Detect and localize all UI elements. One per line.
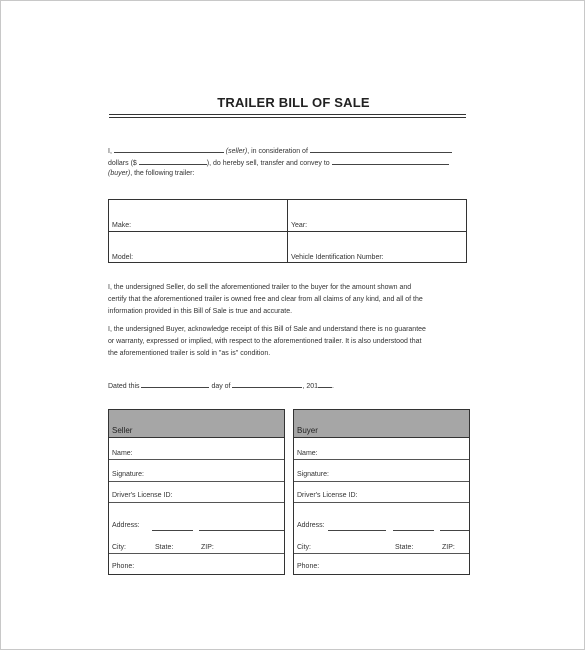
- seller-signature-label: Signature:: [112, 471, 144, 478]
- vin-label: Vehicle Identification Number:: [291, 254, 384, 261]
- buyer-name-blank[interactable]: [332, 158, 449, 165]
- seller-phone-label: Phone:: [112, 563, 135, 570]
- model-label: Model:: [112, 254, 134, 261]
- day-blank[interactable]: [141, 381, 209, 388]
- buyer-phone-label: Phone:: [297, 563, 320, 570]
- buyer-statement: I, the undersigned Buyer, acknowledge receipt of this Bill of Sale and understand there is no guarantee or warranty, expressed or implied, with respect to the aforementioned trailer. It is also understood that the aforementioned trailer is sold in "as is" condition.: [108, 326, 426, 357]
- vehicle-info-table: [108, 199, 467, 263]
- make-label: Make:: [112, 222, 132, 229]
- seller-heading: Seller: [112, 426, 133, 435]
- seller-name-label: Name:: [112, 450, 133, 457]
- seller-city-label: City:: [112, 544, 126, 551]
- month-blank[interactable]: [232, 381, 302, 388]
- title-rule-bottom: [109, 117, 466, 118]
- buyer-name-label: Name:: [297, 450, 318, 457]
- buyer-license-label: Driver's License ID:: [297, 492, 358, 499]
- intro-line-3: (buyer), the following trailer:: [108, 170, 195, 177]
- buyer-city-label: City:: [297, 544, 311, 551]
- buyer-address-label: Address:: [297, 522, 325, 529]
- amount-blank[interactable]: [139, 158, 207, 165]
- buyer-signature-label: Signature:: [297, 471, 329, 478]
- buyer-heading: Buyer: [297, 426, 318, 435]
- year-blank[interactable]: [318, 381, 332, 388]
- seller-statement: I, the undersigned Seller, do sell the aforementioned trailer to the buyer for the amount shown and certify that the aforementioned trailer is owned free and clear from all claims of any kind, and all of the information provided in this Bill of Sale is true and accurate.: [108, 284, 423, 315]
- intro-line-1: I, (seller), in consideration of: [108, 146, 452, 156]
- buyer-box: [293, 409, 470, 575]
- buyer-zip-label: ZIP:: [442, 544, 455, 551]
- consideration-blank[interactable]: [310, 146, 452, 153]
- title-rule-top: [109, 114, 466, 115]
- dated-line: Dated this day of , 201 .: [108, 383, 334, 390]
- seller-box: [108, 409, 285, 575]
- seller-name-blank[interactable]: [114, 146, 224, 153]
- seller-address-label: Address:: [112, 522, 140, 529]
- intro-line-2: dollars ($ ), do hereby sell, transfer and convey to: [108, 158, 449, 168]
- document-title: TRAILER BILL OF SALE: [217, 95, 370, 110]
- seller-state-label: State:: [155, 544, 174, 551]
- buyer-state-label: State:: [395, 544, 414, 551]
- seller-license-label: Driver's License ID:: [112, 492, 173, 499]
- year-label: Year:: [291, 222, 308, 229]
- seller-zip-label: ZIP:: [201, 544, 214, 551]
